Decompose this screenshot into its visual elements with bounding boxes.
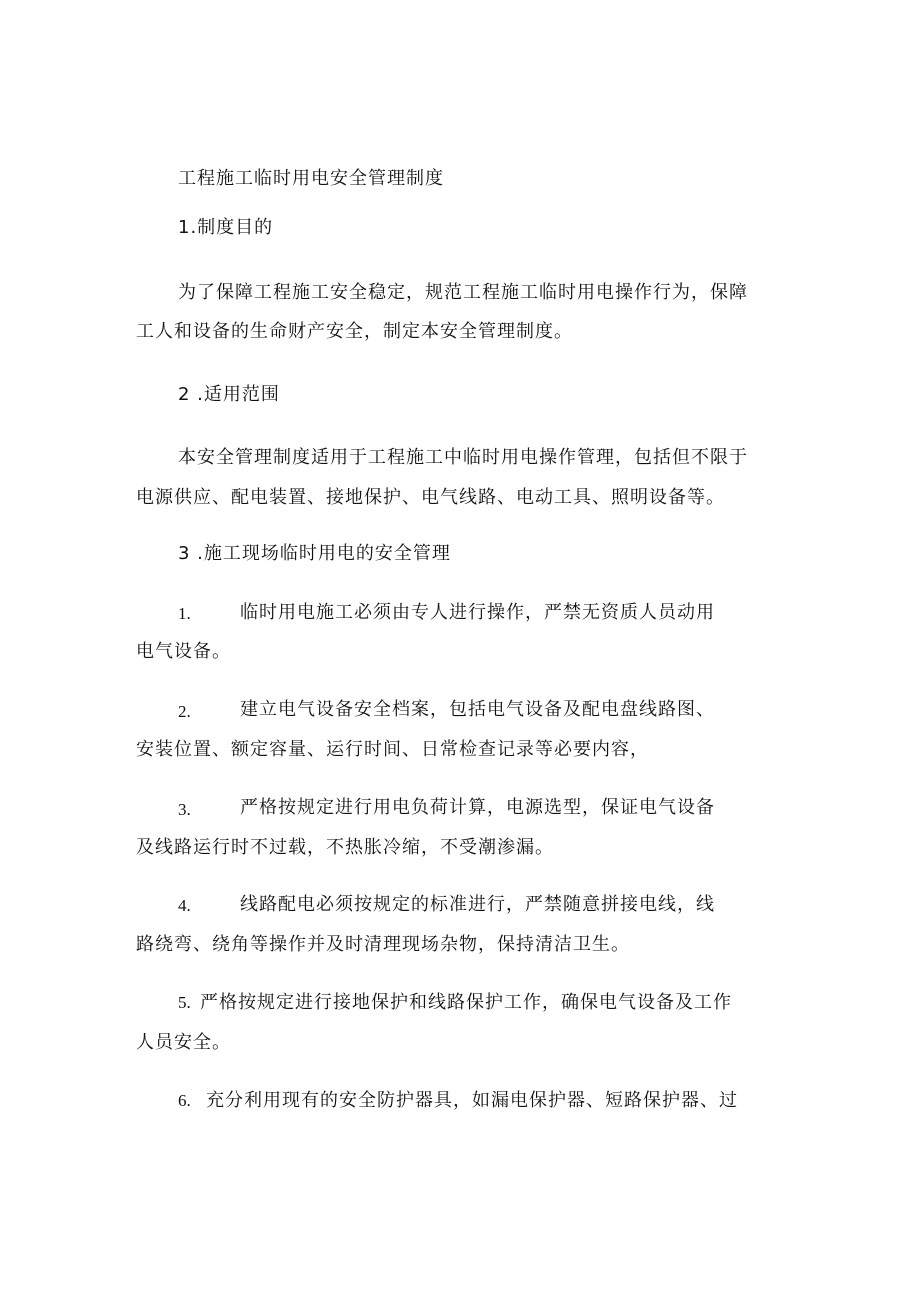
- section-2-heading: 2 .适用范围: [178, 384, 280, 405]
- list-item-line-2: 及线路运行时不过载，不热胀冷缩，不受潮渗漏。: [136, 837, 554, 858]
- list-item-number: 1.: [178, 604, 191, 623]
- list-item-number: 6.: [178, 1091, 191, 1110]
- list-item-line-1: 线路配电必须按规定的标准进行，严禁随意拼接电线，线: [240, 894, 715, 915]
- list-item-line-2: 路绕弯、绕角等操作并及时清理现场杂物，保持清洁卫生。: [136, 934, 630, 955]
- section-3-heading: 3 .施工现场临时用电的安全管理: [178, 543, 451, 564]
- list-item-number: 2.: [178, 702, 191, 721]
- list-item-number: 3.: [178, 800, 191, 819]
- section-1-heading: 1.制度目的: [178, 217, 274, 238]
- list-item-number: 4.: [178, 896, 191, 915]
- document-title: 工程施工临时用电安全管理制度: [178, 168, 444, 189]
- section-1-paragraph-line-1: 为了保障工程施工安全稳定，规范工程施工临时用电操作行为，保障: [178, 282, 748, 303]
- list-item-number: 5.: [178, 993, 191, 1012]
- list-item-line-1: 充分利用现有的安全防护器具，如漏电保护器、短路保护器、过: [206, 1090, 738, 1111]
- list-item-line-2: 人员安全。: [136, 1032, 231, 1053]
- list-item-line-1: 建立电气设备安全档案，包括电气设备及配电盘线路图、: [240, 699, 715, 720]
- list-item-line-2: 安装位置、额定容量、运行时间、日常检查记录等必要内容，: [136, 739, 649, 760]
- list-item-line-1: 严格按规定进行接地保护和线路保护工作，确保电气设备及工作: [200, 992, 732, 1013]
- section-2-paragraph-line-2: 电源供应、配电装置、接地保护、电气线路、电动工具、照明设备等。: [136, 487, 725, 508]
- section-2-paragraph-line-1: 本安全管理制度适用于工程施工中临时用电操作管理，包括但不限于: [178, 447, 748, 468]
- list-item-line-1: 严格按规定进行用电负荷计算，电源选型，保证电气设备: [240, 797, 715, 818]
- section-1-paragraph-line-2: 工人和设备的生命财产安全，制定本安全管理制度。: [136, 321, 573, 342]
- list-item-line-1: 临时用电施工必须由专人进行操作，严禁无资质人员动用: [240, 602, 715, 623]
- list-item-line-2: 电气设备。: [136, 641, 231, 662]
